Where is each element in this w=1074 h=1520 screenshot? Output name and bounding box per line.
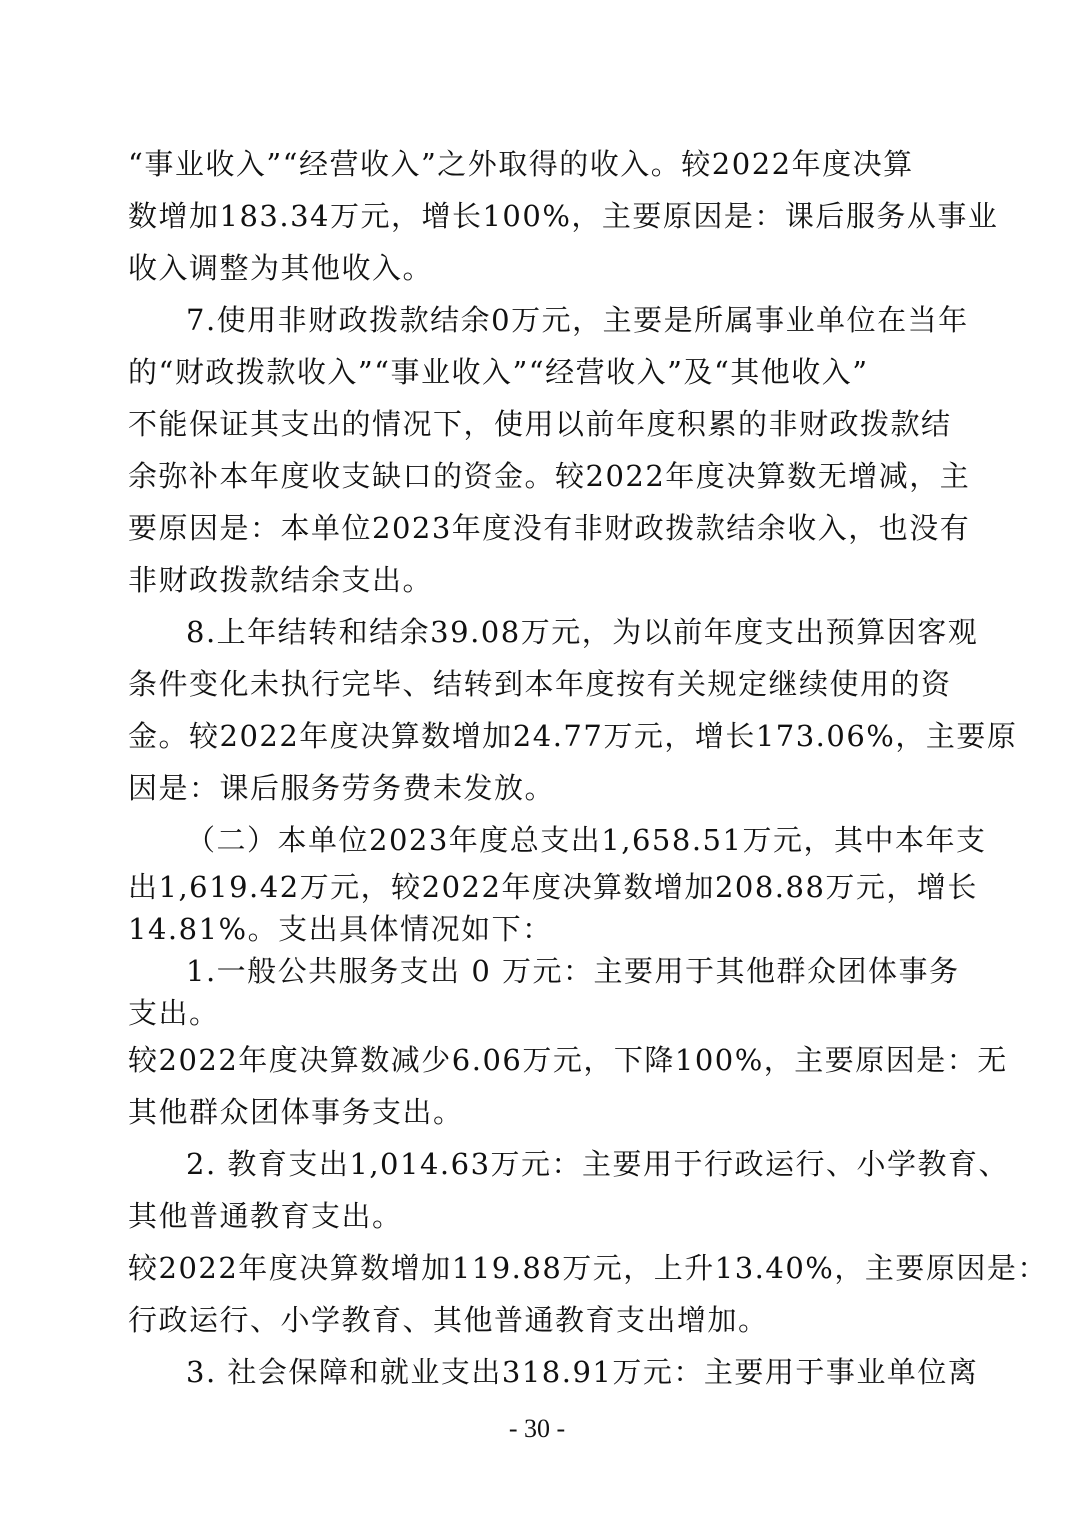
paragraph-other-income-cont	[128, 138, 999, 294]
text-line: “事业收入”“经营收入”之外取得的收入。较2022年度决算	[128, 147, 914, 181]
text-line: 3. 社会保障和就业支出318.91万元：主要用于事业单位离	[186, 1355, 979, 1389]
text-line: 行政运行、小学教育、其他普通教育支出增加。	[128, 1303, 769, 1337]
text-line: 金。较2022年度决算数增加24.77万元，增长173.06%，主要原	[128, 719, 1018, 753]
paragraph-carryover	[128, 606, 1018, 814]
paragraph-education	[128, 1138, 1010, 1242]
paragraph-total-expenditure	[128, 814, 987, 950]
text-line: 较2022年度决算数增加119.88万元，上升13.40%，主要原因是：	[128, 1251, 1048, 1285]
text-line: 较2022年度决算数减少6.06万元，下降100%，主要原因是：无	[128, 1043, 1008, 1077]
text-line: 非财政拨款结余支出。	[128, 563, 434, 597]
text-line: （二）本单位2023年度总支出1,658.51万元，其中本年支	[186, 823, 987, 857]
body-text	[128, 138, 1048, 1398]
text-line: 2. 教育支出1,014.63万元：主要用于行政运行、小学教育、	[186, 1147, 1010, 1181]
text-line: 其他普通教育支出。	[128, 1199, 403, 1233]
text-line: 1.一般公共服务支出 0 万元：主要用于其他群众团体事务	[186, 954, 960, 988]
page-number: - 30 -	[508, 1414, 566, 1443]
paragraph-public-services-change	[128, 1034, 1008, 1138]
text-line: 其他群众团体事务支出。	[128, 1095, 464, 1129]
text-line: 数增加183.34万元，增长100%，主要原因是：课后服务从事业	[128, 199, 999, 233]
text-line: 的“财政拨款收入”“事业收入”“经营收入”及“其他收入”	[128, 355, 869, 389]
text-line: 8.上年结转和结余39.08万元，为以前年度支出预算因客观	[186, 615, 979, 649]
text-line: 收入调整为其他收入。	[128, 251, 434, 285]
text-line: 不能保证其支出的情况下，使用以前年度积累的非财政拨款结	[128, 407, 952, 441]
text-line: 支出。	[128, 996, 220, 1030]
paragraph-non-fiscal-balance	[128, 294, 971, 606]
paragraph-education-change	[128, 1242, 1048, 1346]
text-line: 余弥补本年度收支缺口的资金。较2022年度决算数无增减，主	[128, 459, 971, 493]
text-line: 因是：课后服务劳务费未发放。	[128, 771, 556, 805]
text-line: 条件变化未执行完毕、结转到本年度按有关规定继续使用的资	[128, 667, 952, 701]
text-line: 要原因是：本单位2023年度没有非财政拨款结余收入，也没有	[128, 511, 971, 545]
paragraph-public-services	[128, 950, 960, 1034]
text-line: 14.81%。支出具体情况如下：	[128, 912, 553, 946]
text-line: 出1,619.42万元，较2022年度决算数增加208.88万元，增长	[128, 870, 978, 904]
paragraph-social-security	[128, 1346, 979, 1398]
text-line: 7.使用非财政拨款结余0万元，主要是所属事业单位在当年	[186, 303, 969, 337]
